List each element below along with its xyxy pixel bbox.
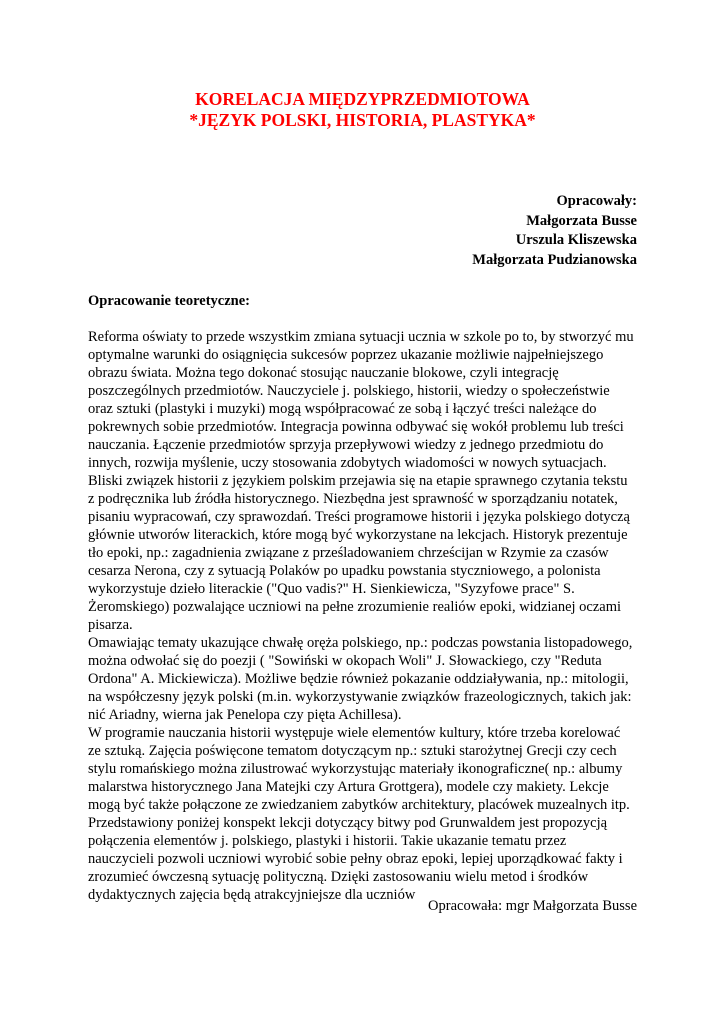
body-text-line: innych, rozwija myślenie, uczy stosowania zdobytych wiadomości w nowych sytuacjach.	[88, 455, 607, 471]
body-text-line: Ordona" A. Mickiewicza). Możliwe będzie również pokazanie oddziaływania, np.: mitologii,	[88, 671, 629, 687]
body-text-line: poszczególnych przedmiotów. Nauczyciele j. polskiego, historii, wiedzy o społeczeństwie	[88, 383, 610, 399]
body-text-line: głównie utworów literackich, które mogą być wykorzystane na lekcjach. Historyk prezentuje	[88, 527, 628, 543]
body-text-line: Bliski związek historii z językiem polskim przejawia się na etapie sprawnego czytania tekstu	[88, 473, 628, 489]
signature: Opracowała: mgr Małgorzata Busse	[428, 898, 637, 914]
body-text-line: Przedstawiony poniżej konspekt lekcji dotyczący bitwy pod Grunwaldem jest propozycją	[88, 815, 608, 831]
body-text-line: W programie nauczania historii występuje wiele elementów kultury, które trzeba korelować	[88, 725, 621, 741]
body-text-line: optymalne warunki do osiągnięcia sukcesów poprzez ukazanie możliwie najpełniejszego	[88, 347, 604, 363]
body-text-line: Żeromskiego) pozwalające uczniowi na pełne zrozumienie realiów epoki, widzianej oczami	[88, 599, 622, 615]
body-text-line: pokrewnych sobie przedmiotów. Integracja powinna odbywać się wokół problemu lub treści	[88, 419, 624, 435]
body-text-line: dydaktycznych zajęcia będą atrakcyjniejsze dla uczniów	[88, 887, 416, 903]
body-text-line: stylu romańskiego można zilustrować wykorzystując materiały ikonograficzne( np.: albumy	[88, 761, 623, 777]
body-text-line: Reforma oświaty to przede wszystkim zmiana sytuacji ucznia w szkole po to, by stworzyć mu	[88, 329, 634, 345]
body-text-line: tło epoki, np.: zagadnienia związane z prześladowaniem chrześcijan w Rzymie za czasów	[88, 545, 609, 561]
body-text-line: obrazu świata. Można tego dokonać stosując nauczanie blokowe, czyli integrację	[88, 365, 559, 381]
body-text-line: nić Ariadny, wierna jak Penelopa czy pięta Achillesa).	[88, 707, 402, 723]
author-name: Małgorzata Busse	[526, 212, 637, 229]
body-text-line: pisarza.	[88, 617, 133, 633]
body-text-line: na współczesny język polski (m.in. wykorzystywanie związków frazeologicznych, takich jak:	[88, 689, 632, 705]
body-text-line: połączenia elementów j. polskiego, plastyki i historii. Takie ukazanie tematu przez	[88, 833, 567, 849]
body-text-line: nauczycieli pozwoli uczniowi wyrobić sobie pełny obraz epoki, lepiej uporządkować fakty i	[88, 851, 623, 867]
document-title-line-2: *JĘZYK POLSKI, HISTORIA, PLASTYKA*	[189, 110, 536, 130]
body-text-line: można odwołać się do poezji ( "Sowiński w okopach Woli" J. Słowackiego, czy "Reduta	[88, 653, 602, 669]
body-text-line: ze sztuką. Zajęcia poświęcone tematom dotyczącym np.: sztuki starożytnej Grecji czy cech	[88, 743, 617, 759]
authors-block	[472, 192, 637, 270]
body-text-line: mogą być także połączone ze zwiedzaniem zabytków architektury, placówek muzealnych itp.	[88, 797, 630, 813]
body-text-line: zrozumieć ówczesną sytuację polityczną. Dzięki zastosowaniu wielu metod i środków	[88, 869, 589, 885]
body-text	[88, 328, 648, 904]
body-text-line: Omawiając tematy ukazujące chwałę oręża polskiego, np.: podczas powstania listopadowego,	[88, 635, 633, 651]
body-text-line: wykorzystuje dzieło literackie ("Quo vadis?" H. Sienkiewicza, "Syzyfowe prace" S.	[88, 581, 575, 597]
body-text-line: z podręcznika lub źródła historycznego. Niezbędna jest sprawność w sporządzaniu notatek,	[88, 491, 618, 507]
section-heading: Opracowanie teoretyczne:	[88, 293, 250, 309]
body-text-line: malarstwa historycznego Jana Matejki czy Artura Grottgera), modele czy makiety. Lekcje	[88, 779, 609, 795]
body-text-line: cesarza Nerona, czy z sytuacją Polaków po upadku powstania styczniowego, a polonista	[88, 563, 601, 579]
body-text-line: oraz sztuki (plastyki i muzyki) mogą współpracować ze sobą i łączyć treści należące do	[88, 401, 597, 417]
author-name: Urszula Kliszewska	[515, 232, 637, 248]
author-name: Małgorzata Pudzianowska	[472, 251, 637, 268]
document-title-line-1: KORELACJA MIĘDZYPRZEDMIOTOWA	[195, 89, 530, 109]
authors-heading: Opracowały:	[556, 193, 637, 209]
body-text-line: pisaniu wypracowań, czy sprawozdań. Treści programowe historii i języka polskiego dotyczą	[88, 509, 630, 525]
body-text-line: nauczania. Łączenie przedmiotów sprzyja przepływowi wiedzy z jednego przedmiotu do	[88, 437, 604, 453]
